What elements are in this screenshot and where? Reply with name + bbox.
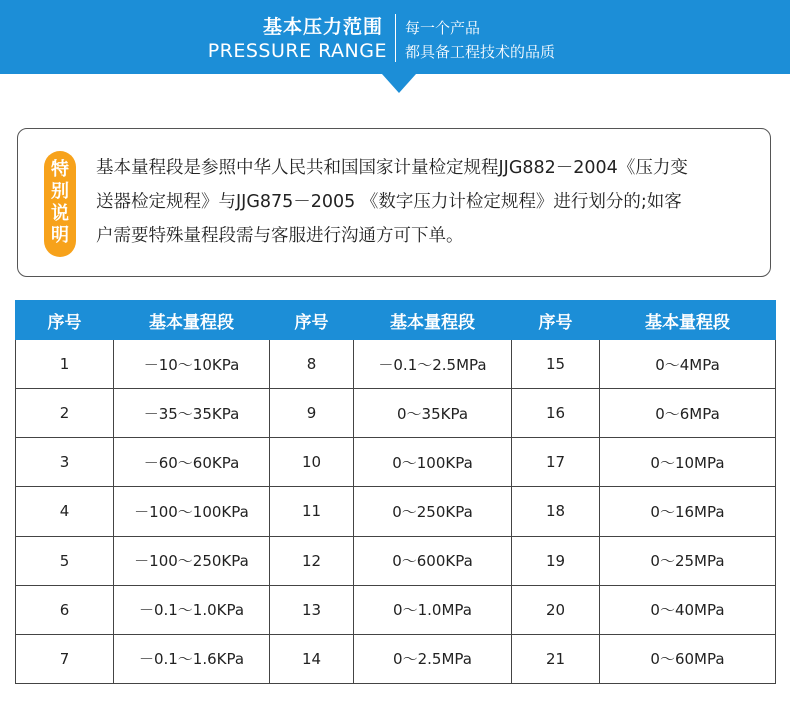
- table-header-row: [16, 301, 776, 340]
- table-cell: －0.1～1.6KPa: [114, 634, 270, 683]
- table-cell: 18: [512, 487, 600, 536]
- table-cell: 13: [270, 585, 354, 634]
- table-cell: 0～100KPa: [354, 438, 512, 487]
- table-cell: 12: [270, 536, 354, 585]
- note-tag-char: 说: [51, 203, 69, 224]
- banner-divider: [395, 14, 396, 62]
- table-cell: 0～35KPa: [354, 389, 512, 438]
- header-index: 序号: [270, 301, 354, 340]
- table-cell: 0～25MPa: [600, 536, 776, 585]
- table-cell: 17: [512, 438, 600, 487]
- banner-slogan-line2: 都具备工程技术的品质: [405, 43, 556, 61]
- note-tag-char: 特: [51, 159, 69, 180]
- table-cell: 19: [512, 536, 600, 585]
- banner-subtitle: PRESSURE RANGE: [207, 40, 387, 62]
- table-cell: 7: [16, 634, 114, 683]
- table-row: [16, 585, 776, 634]
- table-cell: 14: [270, 634, 354, 683]
- table-cell: 0～40MPa: [600, 585, 776, 634]
- table-cell: 1: [16, 340, 114, 389]
- table-row: [16, 634, 776, 683]
- table-cell: 5: [16, 536, 114, 585]
- note-tag-char: 别: [51, 181, 69, 202]
- header-index: 序号: [16, 301, 114, 340]
- table-cell: －60～60KPa: [114, 438, 270, 487]
- table-cell: 0～600KPa: [354, 536, 512, 585]
- header-index: 序号: [512, 301, 600, 340]
- table-cell: 11: [270, 487, 354, 536]
- table-cell: 3: [16, 438, 114, 487]
- table-cell: 9: [270, 389, 354, 438]
- table-cell: －0.1～2.5MPa: [354, 340, 512, 389]
- banner-arrow-pointer: [382, 74, 416, 93]
- header-range: 基本量程段: [114, 301, 270, 340]
- special-note-box: [17, 128, 771, 277]
- table-cell: 16: [512, 389, 600, 438]
- special-note-tag: [44, 151, 76, 257]
- table-cell: 2: [16, 389, 114, 438]
- table-cell: 15: [512, 340, 600, 389]
- table-cell: 4: [16, 487, 114, 536]
- table-row: [16, 340, 776, 389]
- banner-slogan-line1: 每一个产品: [405, 19, 481, 37]
- table-cell: －35～35KPa: [114, 389, 270, 438]
- table-row: [16, 389, 776, 438]
- table-cell: －10～10KPa: [114, 340, 270, 389]
- table-row: [16, 438, 776, 487]
- table-cell: 0～16MPa: [600, 487, 776, 536]
- banner-title: 基本压力范围: [262, 16, 383, 38]
- table-cell: 0～60MPa: [600, 634, 776, 683]
- table-cell: 10: [270, 438, 354, 487]
- table-cell: －100～100KPa: [114, 487, 270, 536]
- note-tag-char: 明: [51, 225, 69, 246]
- table-cell: －0.1～1.0KPa: [114, 585, 270, 634]
- table-cell: 0～2.5MPa: [354, 634, 512, 683]
- table-cell: 0～10MPa: [600, 438, 776, 487]
- table-row: [16, 536, 776, 585]
- pressure-range-table: [15, 300, 776, 684]
- header-banner: [0, 0, 790, 74]
- table-cell: 0～250KPa: [354, 487, 512, 536]
- table-cell: 6: [16, 585, 114, 634]
- special-note-text: 基本量程段是参照中华人民共和国国家计量检定规程JJG882－2004《压力变 送器检定规程》与JJG875－2005 《数字压力计检定规程》进行划分的;如客 户需要特殊量程段需与客服进行沟通方可下单。: [96, 158, 688, 246]
- table-cell: －100～250KPa: [114, 536, 270, 585]
- table-cell: 0～6MPa: [600, 389, 776, 438]
- table-row: [16, 487, 776, 536]
- header-range: 基本量程段: [600, 301, 776, 340]
- table-cell: 20: [512, 585, 600, 634]
- table-cell: 8: [270, 340, 354, 389]
- table-cell: 21: [512, 634, 600, 683]
- table-cell: 0～1.0MPa: [354, 585, 512, 634]
- table-cell: 0～4MPa: [600, 340, 776, 389]
- header-range: 基本量程段: [354, 301, 512, 340]
